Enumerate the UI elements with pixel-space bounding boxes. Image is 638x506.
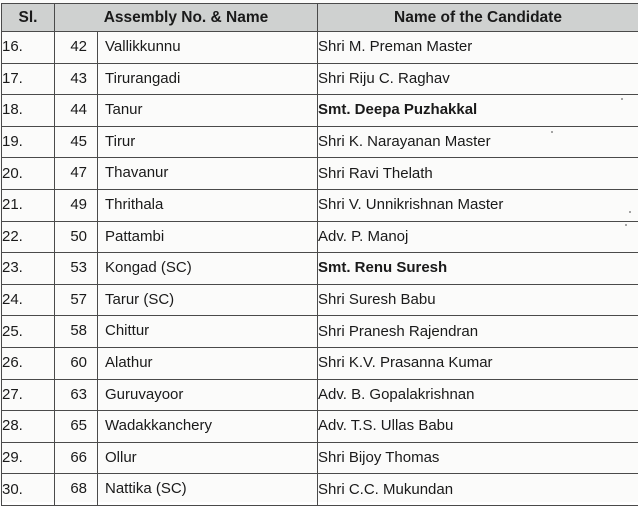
table-row [2,474,638,506]
sl-number: 23. [2,253,55,285]
assembly-wrap [55,411,317,442]
candidate-name: Shri Bijoy Thomas [318,442,638,474]
assembly-cell [55,442,318,474]
candidate-name: Shri V. Unnikrishnan Master [318,189,638,221]
assembly-wrap [55,443,317,474]
sl-number: 29. [2,442,55,474]
table-row [2,253,638,285]
assembly-name: Chittur [98,316,317,347]
candidate-name: Shri M. Preman Master [318,32,638,64]
assembly-number: 43 [55,64,98,95]
assembly-cell [55,158,318,190]
candidate-name: Smt. Deepa Puzhakkal [318,95,638,127]
table-row [2,63,638,95]
assembly-name: Vallikkunnu [98,32,317,63]
assembly-cell [55,189,318,221]
header-assembly: Assembly No. & Name [55,4,318,32]
assembly-cell [55,284,318,316]
table-row [2,316,638,348]
assembly-name: Thrithala [98,190,317,221]
candidate-name: Shri K.V. Prasanna Kumar [318,347,638,379]
assembly-name: Tirurangadi [98,64,317,95]
sl-number: 22. [2,221,55,253]
sl-number: 16. [2,32,55,64]
assembly-name: Alathur [98,348,317,379]
sl-number: 30. [2,474,55,506]
table-row [2,379,638,411]
table-header [2,4,638,32]
sl-number: 26. [2,347,55,379]
assembly-number: 58 [55,316,98,347]
assembly-wrap [55,158,317,189]
assembly-wrap [55,32,317,63]
assembly-wrap [55,64,317,95]
header-row [2,4,638,32]
assembly-number: 60 [55,348,98,379]
assembly-wrap [55,127,317,158]
assembly-number: 63 [55,380,98,411]
assembly-name: Pattambi [98,222,317,253]
assembly-cell [55,474,318,506]
table-row [2,411,638,443]
assembly-name: Tarur (SC) [98,285,317,316]
table-row [2,221,638,253]
candidate-name: Adv. P. Manoj [318,221,638,253]
scan-speck [551,131,553,133]
assembly-cell [55,95,318,127]
sl-number: 18. [2,95,55,127]
assembly-number: 42 [55,32,98,63]
assembly-cell [55,411,318,443]
assembly-name: Ollur [98,443,317,474]
candidate-name: Shri Riju C. Raghav [318,63,638,95]
assembly-number: 45 [55,127,98,158]
assembly-wrap [55,285,317,316]
assembly-cell [55,32,318,64]
assembly-number: 44 [55,95,98,126]
header-candidate: Name of the Candidate [318,4,638,32]
assembly-name: Tirur [98,127,317,158]
assembly-number: 66 [55,443,98,474]
assembly-number: 68 [55,474,98,505]
table-row [2,158,638,190]
table-row [2,189,638,221]
table-row [2,284,638,316]
assembly-cell [55,221,318,253]
candidate-name: Shri Suresh Babu [318,284,638,316]
assembly-wrap [55,95,317,126]
header-sl: Sl. [2,4,55,32]
sl-number: 28. [2,411,55,443]
assembly-wrap [55,222,317,253]
table-body [2,32,638,506]
assembly-number: 53 [55,253,98,284]
scan-speck [629,211,631,213]
candidate-name: Shri Ravi Thelath [318,158,638,190]
scan-speck [625,224,627,226]
assembly-name: Guruvayoor [98,380,317,411]
assembly-number: 47 [55,158,98,189]
assembly-name: Wadakkanchery [98,411,317,442]
scan-speck [621,98,623,100]
assembly-number: 57 [55,285,98,316]
assembly-wrap [55,316,317,347]
candidate-name: Shri Pranesh Rajendran [318,316,638,348]
assembly-name: Nattika (SC) [98,474,317,505]
table-row [2,442,638,474]
candidate-name: Adv. B. Gopalakrishnan [318,379,638,411]
candidate-name: Adv. T.S. Ullas Babu [318,411,638,443]
assembly-name: Thavanur [98,158,317,189]
assembly-cell [55,126,318,158]
sl-number: 25. [2,316,55,348]
assembly-wrap [55,380,317,411]
candidates-table [1,3,638,506]
table-row [2,126,638,158]
table-row [2,32,638,64]
assembly-name: Tanur [98,95,317,126]
assembly-cell [55,379,318,411]
assembly-number: 50 [55,222,98,253]
assembly-cell [55,63,318,95]
sl-number: 19. [2,126,55,158]
assembly-wrap [55,253,317,284]
sl-number: 21. [2,189,55,221]
candidate-name: Shri C.C. Mukundan [318,474,638,506]
sl-number: 24. [2,284,55,316]
sl-number: 17. [2,63,55,95]
assembly-number: 65 [55,411,98,442]
assembly-wrap [55,190,317,221]
assembly-name: Kongad (SC) [98,253,317,284]
assembly-number: 49 [55,190,98,221]
assembly-wrap [55,348,317,379]
assembly-wrap [55,474,317,505]
assembly-cell [55,347,318,379]
table-row [2,347,638,379]
assembly-cell [55,316,318,348]
candidate-name: Smt. Renu Suresh [318,253,638,285]
sl-number: 20. [2,158,55,190]
table-row [2,95,638,127]
candidate-name: Shri K. Narayanan Master [318,126,638,158]
assembly-cell [55,253,318,285]
sl-number: 27. [2,379,55,411]
